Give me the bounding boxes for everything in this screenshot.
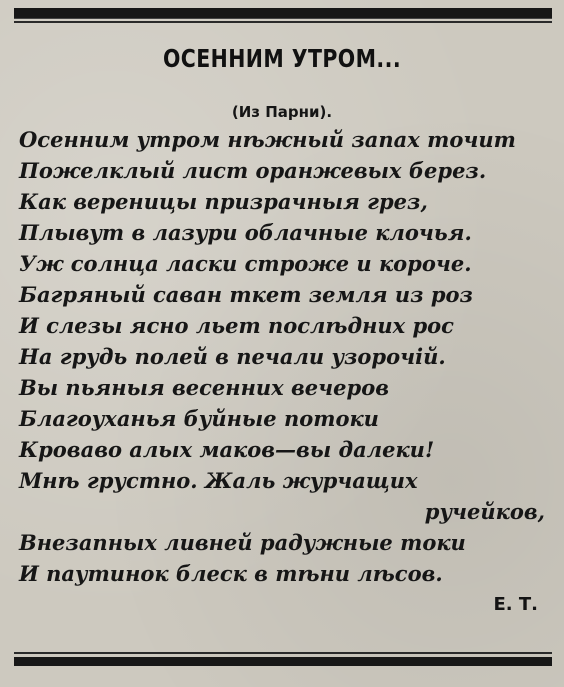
- top-rule: [14, 8, 552, 19]
- poem-line: Как вереницы призрачныя грез,: [19, 189, 428, 214]
- poem-line: Багряный саван ткет земля из роз: [19, 282, 473, 307]
- poem-line: Вы пьяныя весенних вечеров: [19, 375, 389, 400]
- poem-title: ОСЕННИМ УТРОМ...: [162, 44, 402, 73]
- top-thin-rule: [14, 21, 552, 23]
- poem-line: Внезапных ливней радужные токи: [19, 530, 466, 555]
- poem-line: Плывут в лазури облачные клочья.: [19, 220, 472, 245]
- poem-line: На грудь полей в печали узорочій.: [19, 344, 446, 369]
- poem-line: Мнѣ грустно. Жаль журчащих: [19, 468, 418, 493]
- poem-line: Пожелклый лист оранжевых берез.: [19, 158, 487, 183]
- poem-line: И паутинок блеск в тѣни лѣсов.: [19, 561, 443, 586]
- bottom-thin-rule: [14, 652, 552, 654]
- poem-line: Осенним утром нѣжный запах точит: [19, 127, 516, 152]
- poem-body: [19, 124, 549, 589]
- poem-line: Кроваво алых маков—вы далеки!: [19, 437, 435, 462]
- bottom-rule: [14, 657, 552, 666]
- poem-line: Благоуханья буйные потоки: [19, 406, 379, 431]
- poem-line: Уж солнца ласки строже и короче.: [19, 251, 472, 276]
- author-signature: Е. Т.: [493, 594, 538, 615]
- poem-line-continuation: ручейков,: [424, 499, 545, 524]
- poem-subtitle: (Из Парни).: [231, 103, 333, 121]
- poem-line: И слезы ясно льет послѣдних рос: [19, 313, 454, 338]
